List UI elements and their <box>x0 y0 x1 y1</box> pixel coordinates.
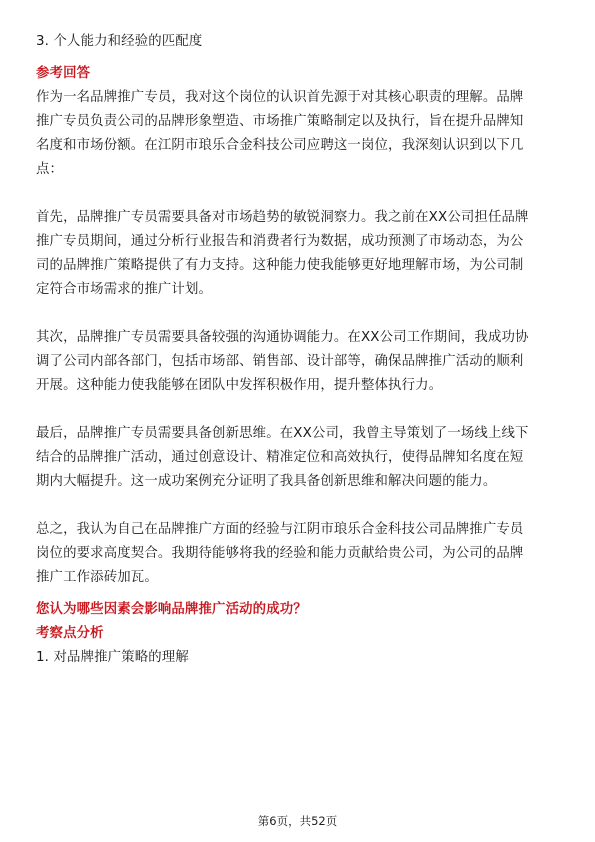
page-content <box>36 30 562 670</box>
paragraph-line: 最后，品牌推广专员需要具备创新思维。在XX公司，我曾主导策划了一场线上线下 <box>36 426 529 441</box>
paragraph-line: 首先，品牌推广专员需要具备对市场趋势的敏锐洞察力。我之前在XX公司担任品牌 <box>36 210 529 225</box>
paragraph-intro <box>36 86 562 182</box>
section-heading: 3. 个人能力和经验的匹配度 <box>36 34 203 49</box>
paragraph-line: 总之，我认为自己在品牌推广方面的经验与江阴市琅乐合金科技公司品牌推广专员 <box>36 522 524 537</box>
analysis-label: 考察点分析 <box>36 626 104 641</box>
paragraph-line: 岗位的要求高度契合。我期待能够将我的经验和能力贡献给贵公司，为公司的品牌 <box>36 546 524 561</box>
paragraph-first <box>36 206 562 302</box>
paragraph-line: 推广工作添砖加瓦。 <box>36 570 158 585</box>
paragraph-line: 名度和市场份额。在江阴市琅乐合金科技公司应聘这一岗位，我深刻认识到以下几 <box>36 138 524 153</box>
paragraph-line: 其次，品牌推广专员需要具备较强的沟通协调能力。在XX公司工作期间，我成功协 <box>36 330 529 345</box>
paragraph-line: 结合的品牌推广活动，通过创意设计、精准定位和高效执行，使得品牌知名度在短 <box>36 450 524 465</box>
paragraph-line: 定符合市场需求的推广计划。 <box>36 282 213 297</box>
reference-answer-label: 参考回答 <box>36 66 91 81</box>
paragraph-last <box>36 422 562 494</box>
question-heading: 您认为哪些因素会影响品牌推广活动的成功？ <box>36 602 307 617</box>
paragraph-line: 开展。这种能力使我能够在团队中发挥积极作用，提升整体执行力。 <box>36 378 443 393</box>
paragraph-line: 点： <box>36 162 64 177</box>
paragraph-conclusion <box>36 518 562 590</box>
paragraph-line: 推广专员负责公司的品牌形象塑造、市场推广策略制定以及执行，旨在提升品牌知 <box>36 114 524 129</box>
paragraph-line: 司的品牌推广策略提供了有力支持。这种能力使我能够更好地理解市场，为公司制 <box>36 258 524 273</box>
paragraph-second <box>36 326 562 398</box>
paragraph-line: 期内大幅提升。这一成功案例充分证明了我具备创新思维和解决问题的能力。 <box>36 474 497 489</box>
paragraph-line: 作为一名品牌推广专员，我对这个岗位的认识首先源于对其核心职责的理解。品牌 <box>36 90 524 105</box>
page-number: 第6页，共52页 <box>257 814 338 828</box>
paragraph-line: 推广专员期间，通过分析行业报告和消费者行为数据，成功预测了市场动态，为公 <box>36 234 524 249</box>
paragraph-line: 调了公司内部各部门，包括市场部、销售部、设计部等，确保品牌推广活动的顺利 <box>36 354 524 369</box>
analysis-item: 1. 对品牌推广策略的理解 <box>36 650 189 665</box>
